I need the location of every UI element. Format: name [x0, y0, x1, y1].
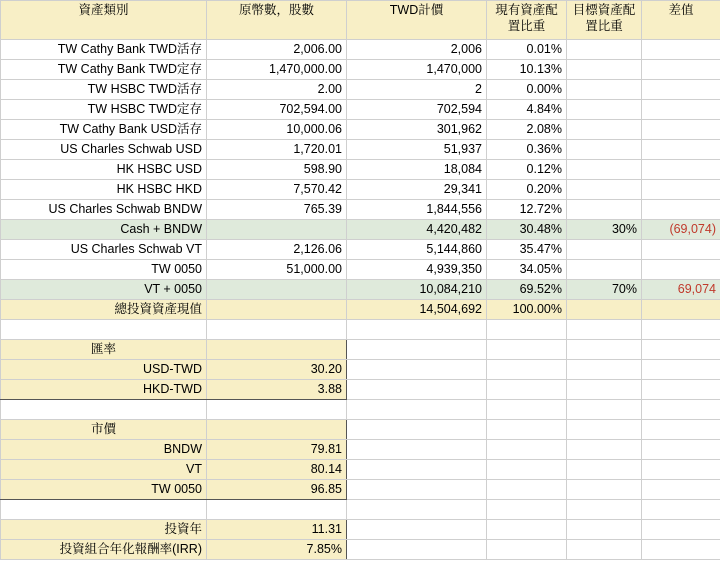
market-row	[1, 460, 720, 480]
blank-cell[interactable]	[567, 500, 642, 520]
table-row	[1, 240, 720, 260]
blank-cell[interactable]	[642, 320, 720, 340]
fx-title-value-cell[interactable]	[207, 340, 347, 360]
header-target-allocation-line2: 置比重	[585, 19, 623, 33]
original-amount-cell[interactable]: 2.00	[207, 80, 347, 100]
blank-cell[interactable]	[347, 360, 487, 380]
price-cell[interactable]: 80.14	[207, 460, 347, 480]
blank-cell[interactable]	[642, 480, 720, 500]
asset-name-cell[interactable]: TW Cathy Bank USD活存	[1, 120, 207, 140]
current-pct-cell[interactable]: 0.00%	[487, 80, 567, 100]
twd-value-cell[interactable]: 301,962	[347, 120, 487, 140]
grand-total-row	[1, 300, 720, 320]
blank-cell[interactable]	[207, 400, 347, 420]
blank-cell[interactable]	[487, 340, 567, 360]
ticker-cell[interactable]: VT	[1, 460, 207, 480]
difference-cell[interactable]	[642, 100, 720, 120]
original-amount-cell[interactable]	[207, 280, 347, 300]
table-row	[1, 200, 720, 220]
cash-subtotal-twd[interactable]: 4,420,482	[347, 220, 487, 240]
header-difference[interactable]: 差值	[642, 1, 720, 40]
fx-title[interactable]: 匯率	[1, 340, 207, 360]
header-row	[1, 1, 720, 40]
fx-row	[1, 360, 720, 380]
difference-cell[interactable]	[642, 140, 720, 160]
header-target-allocation-line1: 目標資產配	[572, 3, 636, 17]
original-amount-cell[interactable]: 765.39	[207, 200, 347, 220]
difference-cell[interactable]	[642, 80, 720, 100]
blank-cell[interactable]	[347, 520, 487, 540]
blank-cell[interactable]	[207, 320, 347, 340]
blank-cell[interactable]	[347, 400, 487, 420]
blank-cell[interactable]	[207, 500, 347, 520]
target-pct-cell[interactable]	[567, 140, 642, 160]
twd-value-cell[interactable]: 1,470,000	[347, 60, 487, 80]
current-pct-cell[interactable]: 2.08%	[487, 120, 567, 140]
target-pct-cell[interactable]	[567, 180, 642, 200]
header-target-allocation[interactable]	[567, 1, 642, 40]
blank-cell[interactable]	[642, 440, 720, 460]
current-pct-cell[interactable]: 4.84%	[487, 100, 567, 120]
fx-rate-cell[interactable]: 3.88	[207, 380, 347, 400]
blank-cell[interactable]	[1, 320, 207, 340]
grand-total-pct[interactable]: 100.00%	[487, 300, 567, 320]
original-amount-cell[interactable]: 2,126.06	[207, 240, 347, 260]
difference-cell[interactable]	[642, 40, 720, 60]
header-current-allocation-line1: 現有資產配	[495, 3, 558, 17]
current-pct-cell[interactable]: 34.05%	[487, 260, 567, 280]
current-pct-cell[interactable]: 0.36%	[487, 140, 567, 160]
target-pct-cell[interactable]	[567, 260, 642, 280]
blank-cell[interactable]	[642, 340, 720, 360]
blank-cell[interactable]	[487, 480, 567, 500]
asset-name-cell[interactable]: US Charles Schwab BNDW	[1, 200, 207, 220]
current-pct-cell[interactable]: 12.72%	[487, 200, 567, 220]
difference-cell[interactable]	[642, 300, 720, 320]
original-amount-cell[interactable]: 7,570.42	[207, 180, 347, 200]
blank-cell[interactable]	[347, 480, 487, 500]
investment-years-label[interactable]: 投資年	[1, 520, 207, 540]
blank-cell[interactable]	[642, 500, 720, 520]
blank-cell[interactable]	[1, 500, 207, 520]
target-pct-cell[interactable]	[567, 160, 642, 180]
original-amount-cell[interactable]: 702,594.00	[207, 100, 347, 120]
blank-cell[interactable]	[642, 380, 720, 400]
blank-cell[interactable]	[347, 460, 487, 480]
current-pct-cell[interactable]: 0.01%	[487, 40, 567, 60]
difference-cell[interactable]	[642, 260, 720, 280]
table-row	[1, 260, 720, 280]
header-current-allocation[interactable]	[487, 1, 567, 40]
current-pct-cell[interactable]: 0.12%	[487, 160, 567, 180]
market-row	[1, 440, 720, 460]
original-amount-cell[interactable]	[207, 220, 347, 240]
blank-cell[interactable]	[347, 320, 487, 340]
difference-cell[interactable]	[642, 180, 720, 200]
asset-name-cell[interactable]: US Charles Schwab VT	[1, 240, 207, 260]
blank-cell[interactable]	[347, 380, 487, 400]
blank-row	[1, 320, 720, 340]
asset-name-cell[interactable]: TW Cathy Bank TWD定存	[1, 60, 207, 80]
cash-subtotal-pct[interactable]: 30.48%	[487, 220, 567, 240]
blank-cell[interactable]	[642, 360, 720, 380]
original-amount-cell[interactable]: 2,006.00	[207, 40, 347, 60]
current-pct-cell[interactable]: 0.20%	[487, 180, 567, 200]
investment-years-row	[1, 520, 720, 540]
twd-value-cell[interactable]: 2	[347, 80, 487, 100]
table-row	[1, 180, 720, 200]
cash-subtotal-row	[1, 220, 720, 240]
blank-cell[interactable]	[567, 380, 642, 400]
blank-cell[interactable]	[487, 380, 567, 400]
equity-difference[interactable]: 69,074	[642, 280, 720, 300]
ticker-cell[interactable]: BNDW	[1, 440, 207, 460]
blank-cell[interactable]	[642, 420, 720, 440]
target-pct-cell[interactable]	[567, 240, 642, 260]
blank-cell[interactable]	[347, 340, 487, 360]
current-pct-cell[interactable]: 10.13%	[487, 60, 567, 80]
blank-cell[interactable]	[642, 520, 720, 540]
blank-cell[interactable]	[487, 360, 567, 380]
twd-value-cell[interactable]: 18,084	[347, 160, 487, 180]
grand-total-twd[interactable]: 14,504,692	[347, 300, 487, 320]
table-row	[1, 120, 720, 140]
difference-cell[interactable]	[642, 200, 720, 220]
equity-subtotal-row	[1, 280, 720, 300]
asset-name-cell[interactable]: TW 0050	[1, 260, 207, 280]
original-amount-cell[interactable]: 598.90	[207, 160, 347, 180]
target-pct-cell[interactable]	[567, 40, 642, 60]
fx-pair-cell[interactable]: USD-TWD	[1, 360, 207, 380]
blank-cell[interactable]	[347, 500, 487, 520]
header-current-allocation-line2: 置比重	[507, 19, 546, 33]
difference-cell[interactable]	[642, 60, 720, 80]
blank-cell[interactable]	[567, 340, 642, 360]
market-row	[1, 480, 720, 500]
equity-subtotal-twd[interactable]: 10,084,210	[347, 280, 487, 300]
blank-cell[interactable]	[487, 440, 567, 460]
target-pct-cell[interactable]	[567, 120, 642, 140]
table-row	[1, 40, 720, 60]
fx-rate-cell[interactable]: 30.20	[207, 360, 347, 380]
asset-name-cell[interactable]: US Charles Schwab USD	[1, 140, 207, 160]
blank-row	[1, 400, 720, 420]
table-row	[1, 60, 720, 80]
header-asset-class[interactable]: 資產類別	[1, 1, 207, 40]
price-cell[interactable]: 79.81	[207, 440, 347, 460]
equity-subtotal-pct[interactable]: 69.52%	[487, 280, 567, 300]
fx-pair-cell[interactable]: HKD-TWD	[1, 380, 207, 400]
twd-value-cell[interactable]: 1,844,556	[347, 200, 487, 220]
price-cell[interactable]: 96.85	[207, 480, 347, 500]
blank-cell[interactable]	[567, 540, 642, 560]
target-pct-cell[interactable]	[567, 80, 642, 100]
blank-cell[interactable]	[567, 440, 642, 460]
irr-value[interactable]: 7.85%	[207, 540, 347, 560]
difference-cell[interactable]	[642, 120, 720, 140]
fx-row	[1, 380, 720, 400]
twd-value-cell[interactable]: 702,594	[347, 100, 487, 120]
investment-years-value[interactable]: 11.31	[207, 520, 347, 540]
cash-subtotal-label[interactable]: Cash + BNDW	[1, 220, 207, 240]
blank-cell[interactable]	[487, 460, 567, 480]
blank-cell[interactable]	[567, 400, 642, 420]
blank-cell[interactable]	[1, 400, 207, 420]
table-row	[1, 140, 720, 160]
original-amount-cell[interactable]: 1,720.01	[207, 140, 347, 160]
original-amount-cell[interactable]: 51,000.00	[207, 260, 347, 280]
table-row	[1, 160, 720, 180]
original-amount-cell[interactable]	[207, 300, 347, 320]
twd-value-cell[interactable]: 5,144,860	[347, 240, 487, 260]
target-pct-cell[interactable]	[567, 60, 642, 80]
irr-row	[1, 540, 720, 560]
difference-cell[interactable]	[642, 240, 720, 260]
table-row	[1, 100, 720, 120]
blank-cell[interactable]	[487, 500, 567, 520]
blank-cell[interactable]	[567, 480, 642, 500]
blank-cell[interactable]	[487, 520, 567, 540]
twd-value-cell[interactable]: 4,939,350	[347, 260, 487, 280]
original-amount-cell[interactable]: 10,000.06	[207, 120, 347, 140]
target-pct-cell[interactable]	[567, 300, 642, 320]
blank-cell[interactable]	[642, 460, 720, 480]
market-title-value-cell[interactable]	[207, 420, 347, 440]
blank-cell[interactable]	[567, 320, 642, 340]
blank-cell[interactable]	[567, 520, 642, 540]
blank-cell[interactable]	[567, 460, 642, 480]
market-title[interactable]: 市價	[1, 420, 207, 440]
irr-label[interactable]: 投資組合年化報酬率(IRR)	[1, 540, 207, 560]
asset-name-cell[interactable]: TW HSBC TWD活存	[1, 80, 207, 100]
blank-row	[1, 500, 720, 520]
target-pct-cell[interactable]	[567, 200, 642, 220]
blank-cell[interactable]	[347, 540, 487, 560]
blank-cell[interactable]	[642, 540, 720, 560]
current-pct-cell[interactable]: 35.47%	[487, 240, 567, 260]
blank-cell[interactable]	[487, 320, 567, 340]
asset-name-cell[interactable]: HK HSBC HKD	[1, 180, 207, 200]
blank-cell[interactable]	[347, 440, 487, 460]
blank-cell[interactable]	[567, 360, 642, 380]
equity-target-pct[interactable]: 70%	[567, 280, 642, 300]
twd-value-cell[interactable]: 2,006	[347, 40, 487, 60]
blank-cell[interactable]	[487, 540, 567, 560]
asset-name-cell[interactable]: HK HSBC USD	[1, 160, 207, 180]
cash-difference[interactable]: (69,074)	[642, 220, 720, 240]
market-title-row	[1, 420, 720, 440]
blank-cell[interactable]	[487, 400, 567, 420]
ticker-cell[interactable]: TW 0050	[1, 480, 207, 500]
table-row	[1, 80, 720, 100]
blank-cell[interactable]	[567, 420, 642, 440]
grand-total-label[interactable]: 總投資資產現值	[1, 300, 207, 320]
header-original-amount[interactable]: 原幣數，股數	[207, 1, 347, 40]
blank-cell[interactable]	[347, 420, 487, 440]
twd-value-cell[interactable]: 29,341	[347, 180, 487, 200]
equity-subtotal-label[interactable]: VT + 0050	[1, 280, 207, 300]
target-pct-cell[interactable]	[567, 100, 642, 120]
header-twd-value[interactable]: TWD計價	[347, 1, 487, 40]
blank-cell[interactable]	[642, 400, 720, 420]
cash-target-pct[interactable]: 30%	[567, 220, 642, 240]
asset-name-cell[interactable]: TW HSBC TWD定存	[1, 100, 207, 120]
asset-name-cell[interactable]: TW Cathy Bank TWD活存	[1, 40, 207, 60]
fx-title-row	[1, 340, 720, 360]
original-amount-cell[interactable]: 1,470,000.00	[207, 60, 347, 80]
difference-cell[interactable]	[642, 160, 720, 180]
twd-value-cell[interactable]: 51,937	[347, 140, 487, 160]
blank-cell[interactable]	[487, 420, 567, 440]
